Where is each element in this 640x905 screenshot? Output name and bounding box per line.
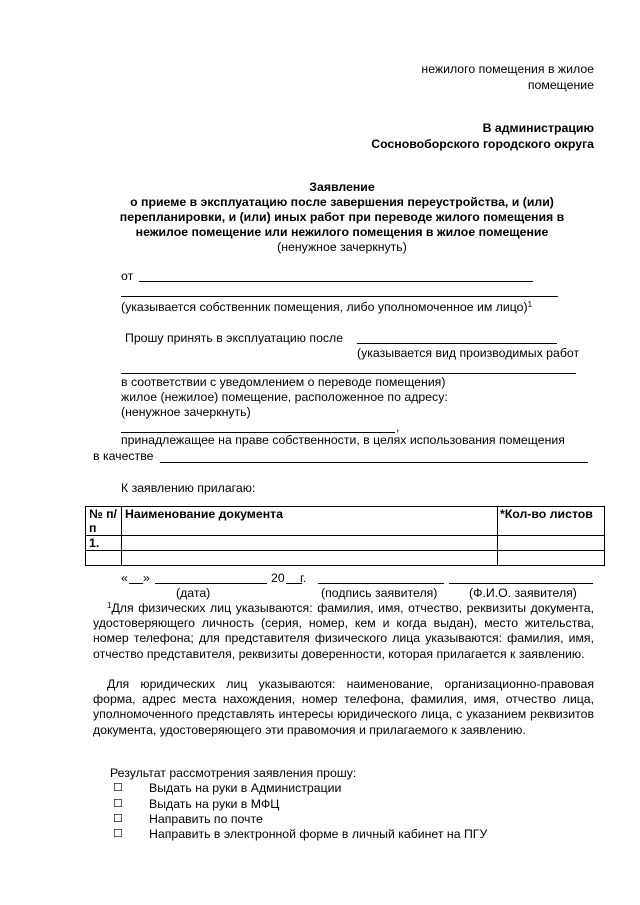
- row-document-name[interactable]: [122, 536, 498, 551]
- table-row: [86, 551, 605, 566]
- from-label: от: [121, 269, 134, 283]
- option-electronic: Направить в электронной форме в личный кабинет на ПГУ: [149, 827, 488, 841]
- row-sheet-count[interactable]: [498, 536, 605, 551]
- row-sheet-count[interactable]: [498, 551, 605, 566]
- attachments-label: К заявлению прилагаю:: [121, 481, 256, 495]
- footnote-marker: 1: [107, 601, 112, 610]
- ownership-text: принадлежащее на праве собственности, в целях использования помещения: [121, 433, 565, 447]
- result-label: Результат рассмотрения заявления прошу:: [110, 766, 357, 780]
- applicant-name-hint: (Ф.И.О. заявителя): [469, 586, 577, 600]
- addressee-line-2: Сосновоборского городского округа: [371, 137, 594, 151]
- option-administration: Выдать на руки в Администрации: [149, 781, 342, 795]
- checkbox-icon[interactable]: ☐: [113, 828, 123, 840]
- checkbox-icon[interactable]: ☐: [113, 798, 123, 810]
- from-field[interactable]: [139, 281, 533, 282]
- title-note: (ненужное зачеркнуть): [277, 240, 407, 254]
- footnote-individuals: $^1$Для физических лиц указываются: фамилия, имя, отчество, реквизиты документа, удостоверяющего личность (серия, номер, кем и когда выдан), место жительства, номер телефона; для представителя физического лица указываются: фамилия, имя, отчество представителя, реквизиты доверенности, которая прилагается к заявлению.: [93, 601, 594, 661]
- row-number: [86, 551, 122, 566]
- date-quote-open: «: [121, 571, 128, 585]
- date-quote-close: »: [143, 571, 150, 585]
- works-hint: (указывается вид производимых работ: [357, 346, 580, 360]
- header-line-2: помещение: [527, 78, 594, 92]
- as-label: в качестве: [93, 449, 154, 463]
- col-number-header: № п/п: [86, 507, 122, 536]
- date-hint: (дата): [176, 586, 211, 600]
- header-line-1: нежилого помещения в жилое: [421, 62, 594, 76]
- addressee-line-1: В администрацию: [482, 121, 594, 135]
- document-title: Заявление: [309, 180, 375, 194]
- strike-note: (ненужное зачеркнуть): [121, 405, 251, 419]
- works-field[interactable]: [357, 343, 557, 344]
- owner-field[interactable]: [121, 296, 558, 297]
- attachments-table: [85, 506, 605, 566]
- signature-field[interactable]: [318, 583, 444, 584]
- signature-hint: (подпись заявителя): [321, 586, 438, 600]
- col-name-header: Наименование документа: [122, 507, 498, 536]
- notice-text: в соответствии с уведомлением о переводе помещения): [121, 375, 446, 389]
- col-count-header: *Кол-во листов: [498, 507, 605, 536]
- request-label: Прошу принять в эксплуатацию после: [125, 331, 344, 345]
- footnote-legal-entities: Для юридических лиц указываются: наименование, организационно-правовая форма, адрес места нахождения, номер телефона, фамилия, имя, отчество лица, уполномоченного представлять интересы юридического лица, с указанием реквизитов документа, удостоверяющего эти правомочия и прилагаемого к заявлению.: [93, 677, 594, 737]
- option-post: Направить по почте: [149, 812, 263, 826]
- address-comma: ,: [396, 420, 400, 434]
- checkbox-icon[interactable]: ☐: [113, 782, 123, 794]
- title-line-2: перепланировки, и (или) иных работ при переводе жилого помещения в: [119, 210, 565, 224]
- year-suffix: г.: [300, 571, 307, 585]
- checkbox-icon[interactable]: ☐: [113, 813, 123, 825]
- title-line-1: о приеме в эксплуатацию после завершения переустройства, и (или): [130, 195, 554, 209]
- option-mfc: Выдать на руки в МФЦ: [149, 797, 280, 811]
- title-line-3: нежилое помещение или нежилого помещения в жилое помещение: [135, 225, 549, 239]
- year-prefix: 20: [271, 571, 285, 585]
- owner-hint: (указывается собственник помещения, либо уполномоченное им лицо)$^1$: [121, 300, 533, 314]
- applicant-name-field[interactable]: [449, 583, 593, 584]
- day-field[interactable]: [129, 583, 143, 584]
- table-row: [86, 536, 605, 551]
- premises-text: жилое (нежилое) помещение, расположенное по адресу:: [121, 390, 448, 404]
- month-field[interactable]: [155, 583, 267, 584]
- row-number: 1.: [86, 536, 122, 551]
- table-header-row: [86, 507, 605, 536]
- footnote-ref: 1: [527, 300, 533, 309]
- purpose-field[interactable]: [160, 462, 588, 463]
- works-field-continued[interactable]: [121, 373, 576, 374]
- row-document-name[interactable]: [122, 551, 498, 566]
